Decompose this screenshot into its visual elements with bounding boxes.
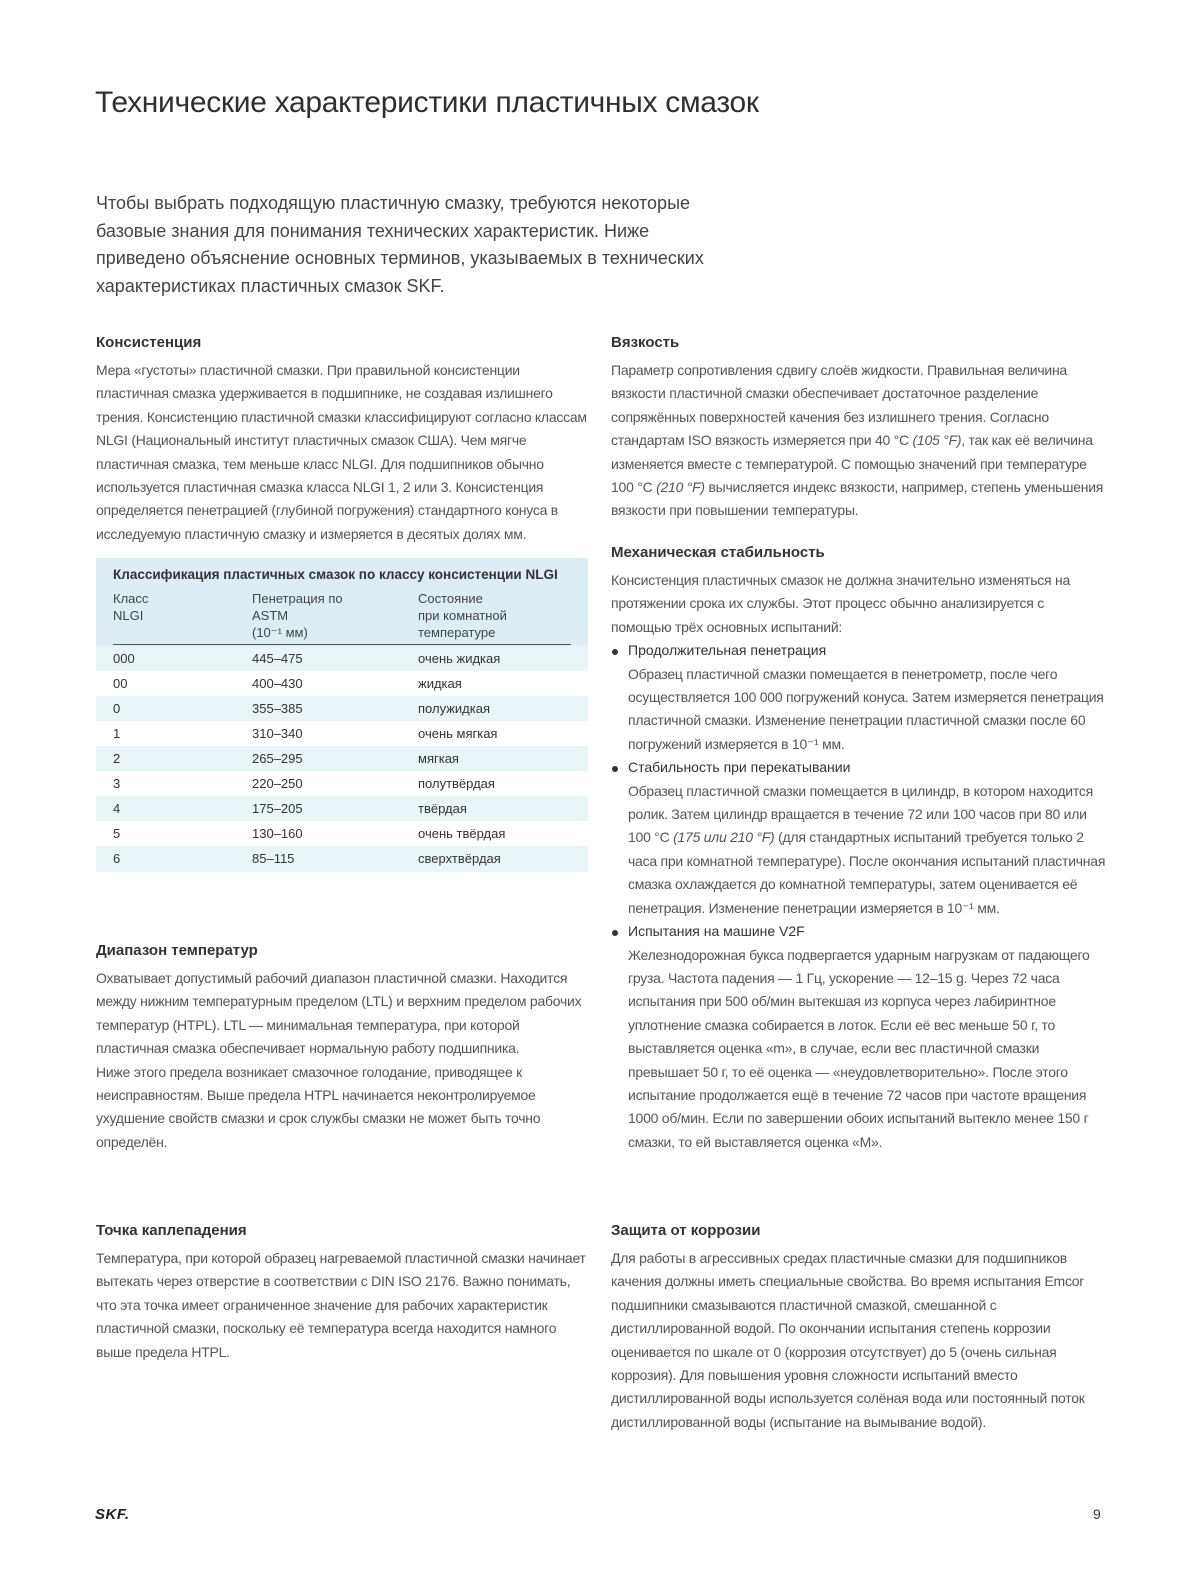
table-row: 00 400–430 жидкая bbox=[96, 671, 588, 696]
page-title: Технические характеристики пластичных смазок bbox=[95, 86, 759, 119]
dropping-point-heading: Точка каплепадения bbox=[96, 1222, 247, 1239]
corrosion-body: Для работы в агрессивных средах пластичные смазки для подшипников качения должны иметь специальные свойства. Во время испытания Emcor подшипники смазываются пластичной смазкой, смешанной с дистиллированной водой. По окончании испытания степень коррозии оценивается по шкале от 0 (коррозия отсутствует) до 5 (очень сильная коррозия). Для повышения уровня сложности испытаний вместо дистиллированной воды используется солёная вода или постоянный поток дистиллированной воды (испытание на вымывание водой). bbox=[611, 1250, 1085, 1430]
nlgi-table bbox=[96, 558, 588, 872]
header-state: Состояние при комнатной температуре bbox=[418, 591, 507, 640]
header-class: Класс NLGI bbox=[113, 591, 149, 623]
intro-paragraph: Чтобы выбрать подходящую пластичную смазку, требуются некоторые базовые знания для понимания технических характеристик. Ниже приведено объяснение основных терминов, указываемых в технических характеристиках пластичных смазок SKF. bbox=[96, 193, 704, 296]
viscosity-body: Параметр сопротивления сдвигу слоёв жидкости. Правильная величина вязкости пластичной смазки обеспечивает достаточное разделение сопряжённых поверхностей качения без излишнего трения. Согласно стандартам ISO вязкость измеряется при 40 °C (105 °F), так как её величина изменяется вместе с температурой. С помощью значений при температуре 100 °C (210 °F) вычисляется индекс вязкости, например, степень уменьшения вязкости при повышении температуры. bbox=[611, 362, 1104, 519]
test-2-heading: Стабильность при перекатывании bbox=[628, 759, 851, 776]
nlgi-table-header bbox=[113, 590, 571, 645]
section-corrosion-protection bbox=[611, 1221, 1106, 1434]
table-row: 0 355–385 полужидкая bbox=[96, 696, 588, 721]
table-row: 6 85–115 сверхтвёрдая bbox=[96, 846, 588, 872]
table-row: 000 445–475 очень жидкая bbox=[96, 646, 588, 671]
test-2-text: Образец пластичной смазки помещается в цилиндр, в котором находится ролик. Затем цилиндр вращается в течение 72 или 100 часов при 80 или 100 °C (175 или 210 °F) (для стандартных испытаний требуется только 2 часа при комнатной температуре). После окончания испытаний пластичная смазка охлаждается до комнатной температуры, затем оценивается её пенетрация. Изменение пенетрации измеряется в 10⁻¹ мм. bbox=[628, 782, 1106, 916]
mech-stability-body: Консистенция пластичных смазок не должна значительно изменяться на протяжении срока их службы. Этот процесс обычно анализируется с помощью трёх основных испытаний: bbox=[611, 572, 1070, 635]
consistency-body: Мера «густоты» пластичной смазки. При правильной консистенции пластичная смазка удерживается в подшипнике, не создавая излишнего трения. Консистенцию пластичной смазки классифицируют согласно классам NLGI (Национальный институт пластичных смазок США). Чем мягче пластичная смазка, тем меньше класс NLGI. Для подшипников обычно используется пластичная смазка класса NLGI 1, 2 или 3. Консистенция определяется пенетрацией (глубиной погружения) стандартного конуса в исследуемую пластичную смазку и измеряется в десятых долях мм. bbox=[96, 362, 587, 542]
nlgi-table-title: Классификация пластичных смазок по классу консистенции NLGI bbox=[113, 567, 558, 582]
test-1-text: Образец пластичной смазки помещается в пенетрометр, после чего осуществляется 100 000 погружений конуса. Затем измеряется пенетрация пластичной смазки. Изменение пенетрации пластичной смазки после 60 погружений измеряется в 10⁻¹ мм. bbox=[628, 665, 1104, 752]
table-row: 3 220–250 полутвёрдая bbox=[96, 771, 588, 796]
test-3-text: Железнодорожная букса подвергается ударным нагрузкам от падающего груза. Частота падения — 1 Гц, ускорение — 12–15 g. Через 72 часа испытания при 500 об/мин вытекшая из корпуса через лабиринтное уплотнение смазка собирается в лоток. Если её вес меньше 50 г, то выставляется оценка «m», в случае, если вес пластичной смазки превышает 50 г, то её оценка — «неудовлетворительно». После этого испытание продолжается ещё в течение 72 часов при частоте вращения 1000 об/мин. Если по завершении обоих испытаний вытекло менее 150 г смазки, то ей выставляется оценка «M». bbox=[628, 946, 1090, 1150]
section-temperature-range bbox=[96, 941, 588, 1154]
mech-stability-heading: Механическая стабильность bbox=[611, 544, 825, 561]
mech-stability-tests-list bbox=[611, 639, 1106, 1154]
temp-range-body-1: Охватывает допустимый рабочий диапазон пластичной смазки. Находится между нижним температурным пределом (LTL) и верхним пределом рабочих температур (HTPL). LTL — минимальная температура, при которой пластичная смазка обеспечивает нормальную работу подшипника. bbox=[96, 970, 582, 1057]
section-mechanical-stability bbox=[611, 543, 1106, 1154]
test-1-heading: Продолжительная пенетрация bbox=[628, 642, 827, 659]
header-penetration: Пенетрация по ASTM (10⁻¹ мм) bbox=[252, 591, 343, 640]
section-viscosity bbox=[611, 333, 1106, 523]
section-dropping-point bbox=[96, 1221, 588, 1364]
table-row: 4 175–205 твёрдая bbox=[96, 796, 588, 821]
temp-range-heading: Диапазон температур bbox=[96, 942, 258, 959]
table-row: 1 310–340 очень мягкая bbox=[96, 721, 588, 746]
temp-range-body-2: Ниже этого предела возникает смазочное голодание, приводящее к неисправностям. Выше предела HTPL начинается неконтролируемое ухудшение свойств смазки и срок службы смазки не может быть точно определён. bbox=[96, 1063, 541, 1150]
corrosion-heading: Защита от коррозии bbox=[611, 1222, 761, 1239]
dropping-point-body: Температура, при которой образец нагреваемой пластичной смазки начинает вытекать через отверстие в соответствии с DIN ISO 2176. Важно понимать, что эта точка имеет ограниченное значение для рабочих характеристик пластичной смазки, поскольку её температура всегда находится намного выше предела HTPL. bbox=[96, 1250, 586, 1360]
list-item bbox=[611, 920, 1106, 1154]
consistency-heading: Консистенция bbox=[96, 334, 202, 351]
section-consistency bbox=[96, 333, 588, 546]
list-item bbox=[611, 756, 1106, 920]
table-row: 2 265–295 мягкая bbox=[96, 746, 588, 771]
table-row: 5 130–160 очень твёрдая bbox=[96, 821, 588, 846]
page-number: 9 bbox=[1093, 1506, 1101, 1522]
skf-logo: SKF. bbox=[95, 1506, 130, 1523]
test-3-heading: Испытания на машине V2F bbox=[628, 923, 805, 940]
viscosity-heading: Вязкость bbox=[611, 334, 680, 351]
list-item bbox=[611, 639, 1106, 756]
